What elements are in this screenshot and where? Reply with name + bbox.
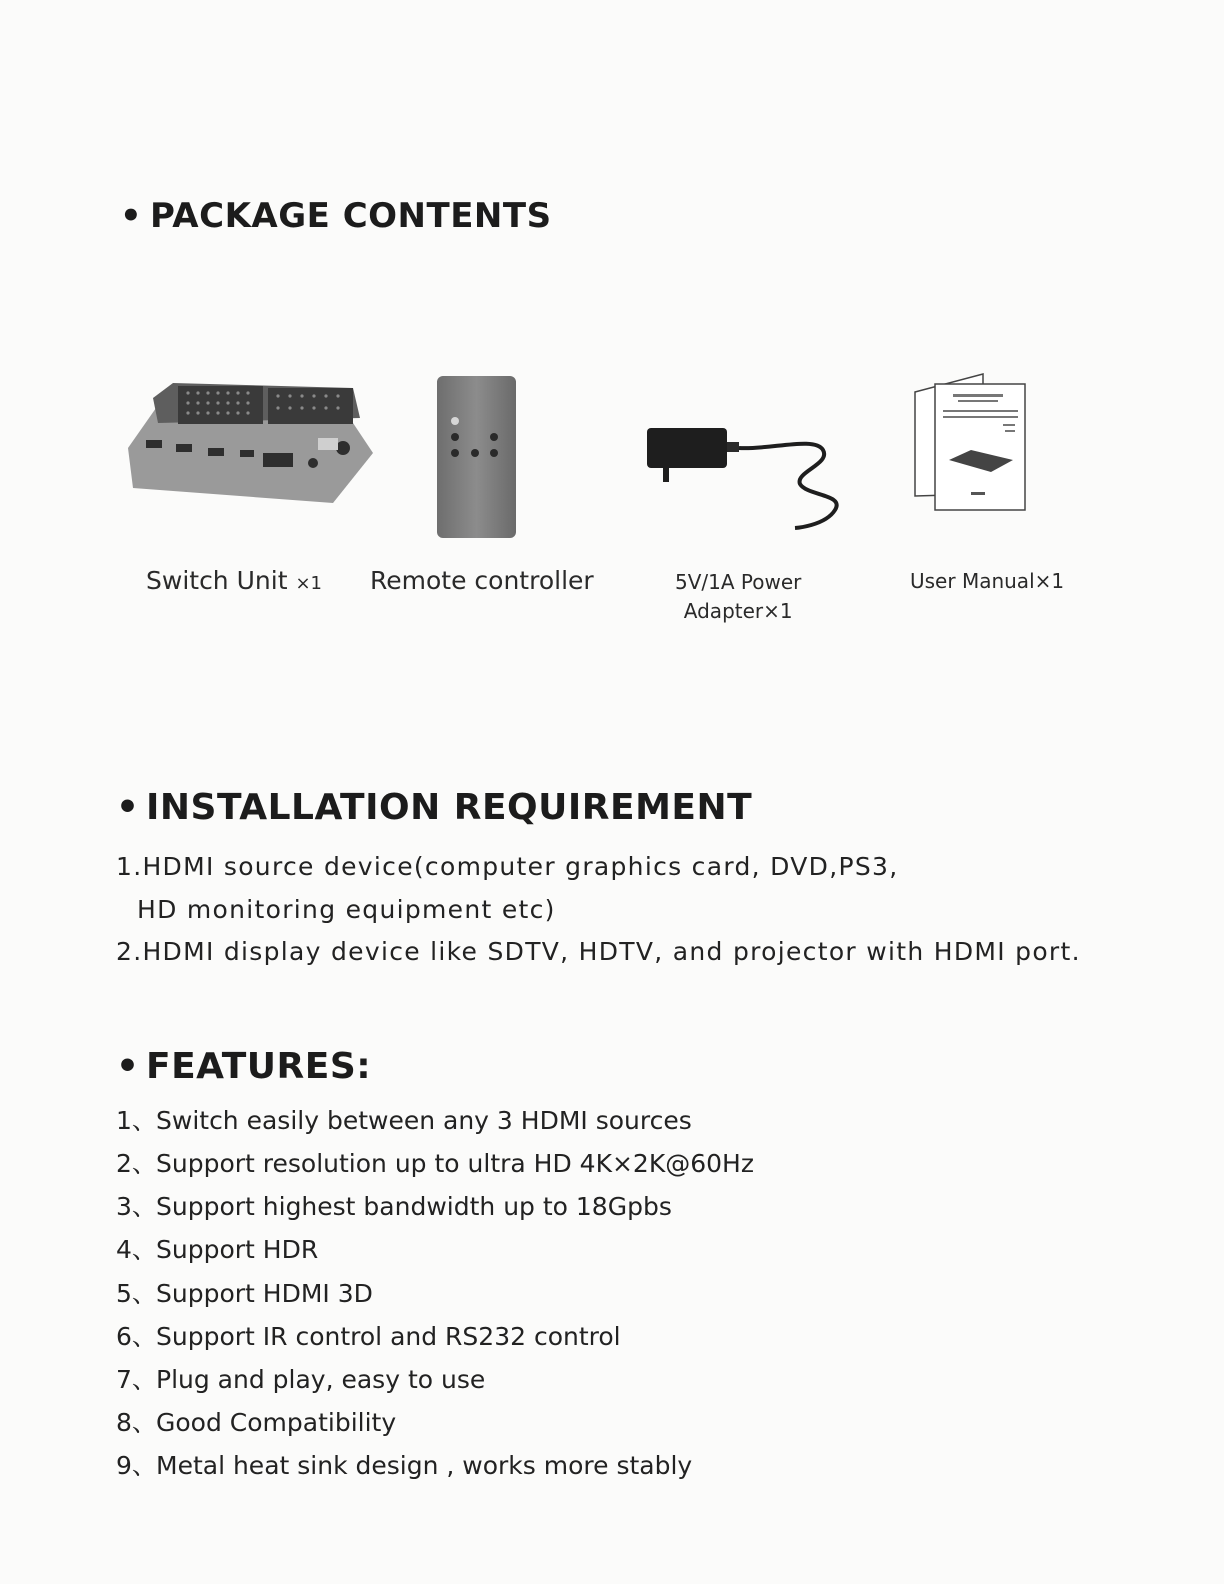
bullet-icon: • — [120, 196, 143, 236]
power-adapter-icon — [645, 424, 845, 534]
installation-line: 1.HDMI source device(computer graphics card, DVD,PS3, — [116, 852, 899, 881]
switch-unit-caption: Switch Unit ×1 — [146, 566, 322, 595]
feature-item: 6、Support IR control and RS232 control — [116, 1322, 621, 1351]
feature-item: 3、Support highest bandwidth up to 18Gpbs — [116, 1192, 672, 1221]
feature-item: 1、Switch easily between any 3 HDMI sources — [116, 1106, 692, 1135]
feature-item: 8、Good Compatibility — [116, 1408, 397, 1437]
remote-controller-icon — [437, 376, 516, 538]
feature-item: 2、Support resolution up to ultra HD 4K×2K@60Hz — [116, 1149, 754, 1178]
bullet-icon: • — [116, 1046, 140, 1087]
feature-item: 7、Plug and play, easy to use — [116, 1365, 486, 1394]
installation-requirement-heading: • INSTALLATION REQUIREMENT — [116, 787, 753, 828]
switch-unit-icon — [128, 378, 373, 503]
feature-item: 4、Support HDR — [116, 1235, 319, 1264]
feature-item: 9、Metal heat sink design , works more stably — [116, 1451, 693, 1480]
package-contents-heading: • PACKAGE CONTENTS — [120, 196, 552, 236]
user-manual-caption: User Manual×1 — [910, 569, 1065, 593]
switch-unit-qty: ×1 — [295, 573, 322, 594]
bullet-icon: • — [116, 787, 140, 828]
remote-controller-caption: Remote controller — [370, 566, 594, 595]
power-adapter-caption: 5V/1A Power Adapter×1 — [675, 570, 802, 623]
installation-line: 2.HDMI display device like SDTV, HDTV, and projector with HDMI port. — [116, 937, 1081, 966]
feature-item: 5、Support HDMI 3D — [116, 1279, 373, 1308]
features-heading: • FEATURES: — [116, 1046, 372, 1087]
user-manual-icon — [913, 372, 1028, 514]
installation-line: HD monitoring equipment etc) — [137, 895, 556, 924]
